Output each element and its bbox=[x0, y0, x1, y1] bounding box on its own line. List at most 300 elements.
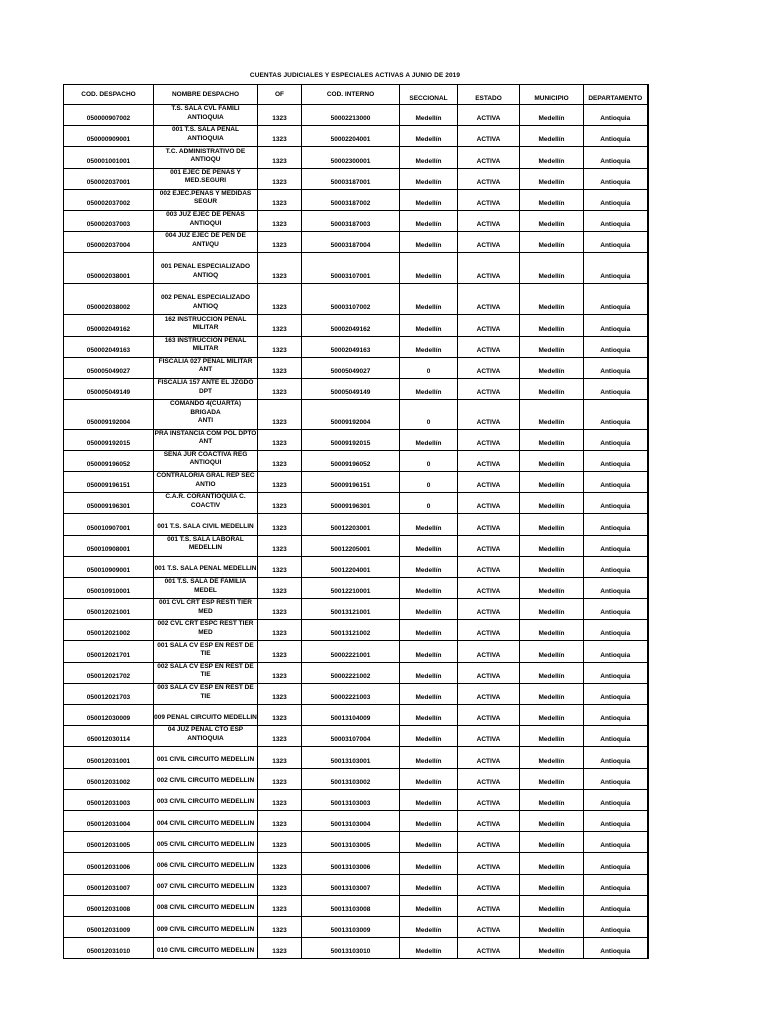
table-row bbox=[64, 429, 648, 450]
cell-cod-despacho bbox=[64, 378, 154, 399]
cell-estado bbox=[458, 126, 520, 147]
cell-municipio bbox=[520, 895, 584, 916]
cell-of bbox=[258, 556, 302, 577]
nombre-line: CONTRALORIA GRAL REP SEC bbox=[156, 472, 255, 480]
cell-nombre-despacho bbox=[154, 662, 258, 683]
cell-departamento bbox=[584, 810, 648, 831]
cell-of-text: 1323 bbox=[272, 778, 287, 786]
cell-municipio-text: Medellín bbox=[538, 389, 565, 397]
table-row bbox=[64, 620, 648, 641]
table-row bbox=[64, 535, 648, 556]
table-row bbox=[64, 662, 648, 683]
cell-cod-interno-text: 50012204001 bbox=[330, 566, 371, 574]
cell-cod-interno bbox=[302, 126, 400, 147]
cell-municipio-text: Medellín bbox=[538, 778, 565, 786]
cell-estado bbox=[458, 620, 520, 641]
cell-estado bbox=[458, 471, 520, 492]
table-row bbox=[64, 938, 648, 959]
cell-departamento-text: Antioquia bbox=[600, 821, 631, 829]
cell-estado bbox=[458, 874, 520, 895]
cell-cod-despacho bbox=[64, 683, 154, 704]
cell-estado bbox=[458, 768, 520, 789]
cell-cod-interno-text: 50013103003 bbox=[330, 799, 371, 807]
cell-municipio bbox=[520, 810, 584, 831]
nombre-line: 163 INSTRUCCION PENAL bbox=[164, 336, 247, 344]
nombre-line: ANTIOQUIA bbox=[187, 734, 224, 742]
cell-departamento-text: Antioquia bbox=[600, 221, 631, 229]
cell-nombre-despacho bbox=[154, 105, 258, 126]
nombre-line: ANTIOQU bbox=[190, 156, 221, 164]
cell-cod-interno bbox=[302, 535, 400, 556]
cell-cod-interno-text: 50009196301 bbox=[330, 503, 371, 511]
cell-municipio bbox=[520, 232, 584, 253]
cell-seccional-text: Medellín bbox=[415, 863, 442, 871]
table-row bbox=[64, 147, 648, 168]
nombre-line: ANTIOQUI bbox=[189, 219, 222, 227]
cell-cod-interno bbox=[302, 641, 400, 662]
cell-cod-despacho bbox=[64, 105, 154, 126]
cell-estado-text: ACTIVA bbox=[476, 242, 501, 250]
cell-nombre-despacho bbox=[154, 189, 258, 210]
nombre-line: 009 PENAL CIRCUITO MEDELLIN bbox=[154, 713, 257, 721]
cell-of bbox=[258, 126, 302, 147]
nombre-line: 002 PENAL ESPECIALIZADO bbox=[160, 294, 251, 302]
cell-cod-despacho-text: 050012021001 bbox=[86, 609, 131, 617]
cell-seccional-text: 0 bbox=[426, 503, 431, 511]
cell-seccional-text: Medellín bbox=[415, 566, 442, 574]
cell-of-text: 1323 bbox=[272, 503, 287, 511]
cell-nombre-despacho bbox=[154, 126, 258, 147]
cell-seccional-text: Medellín bbox=[415, 715, 442, 723]
cell-cod-despacho-text: 050009196301 bbox=[86, 503, 131, 511]
cell-departamento-text: Antioquia bbox=[600, 884, 631, 892]
cell-departamento-text: Antioquia bbox=[600, 630, 631, 638]
cell-departamento bbox=[584, 768, 648, 789]
cell-estado bbox=[458, 832, 520, 853]
nombre-line: SEGUR bbox=[193, 198, 218, 206]
cell-estado-text: ACTIVA bbox=[476, 694, 501, 701]
cell-cod-despacho bbox=[64, 253, 154, 284]
cell-estado-text: ACTIVA bbox=[476, 115, 501, 123]
cell-departamento-text: Antioquia bbox=[600, 503, 631, 511]
cell-of bbox=[258, 168, 302, 189]
table-row bbox=[64, 253, 648, 284]
cell-departamento bbox=[584, 620, 648, 641]
cell-cod-interno bbox=[302, 378, 400, 399]
cell-of bbox=[258, 147, 302, 168]
nombre-line: ANT bbox=[198, 366, 213, 374]
cell-cod-interno-text: 50003107004 bbox=[330, 736, 371, 744]
cell-seccional-text: Medellín bbox=[415, 439, 442, 447]
cell-seccional-text: Medellín bbox=[415, 630, 442, 638]
cell-estado bbox=[458, 284, 520, 315]
cell-cod-interno-text: 50013103001 bbox=[330, 757, 371, 765]
cell-cod-interno bbox=[302, 189, 400, 210]
cell-seccional-text: 0 bbox=[426, 367, 431, 375]
cell-estado-text: ACTIVA bbox=[476, 304, 501, 312]
cell-municipio bbox=[520, 620, 584, 641]
cell-cod-despacho-text: 050012031006 bbox=[86, 863, 131, 871]
cell-municipio bbox=[520, 662, 584, 683]
cell-nombre-despacho bbox=[154, 232, 258, 253]
cell-municipio-text: Medellín bbox=[538, 948, 565, 956]
cell-municipio-text: Medellín bbox=[538, 715, 565, 723]
nombre-line: MED.SEGURI bbox=[184, 177, 227, 185]
cell-cod-despacho-text: 050000909001 bbox=[86, 136, 131, 144]
cell-of-text: 1323 bbox=[272, 273, 287, 281]
cell-cod-interno-text: 50012210001 bbox=[330, 588, 371, 596]
cell-of-text: 1323 bbox=[272, 884, 287, 892]
cell-municipio bbox=[520, 126, 584, 147]
nombre-line: 001 CIVIL CIRCUITO MEDELLIN bbox=[156, 756, 255, 764]
cell-cod-interno bbox=[302, 493, 400, 514]
cell-of-text: 1323 bbox=[272, 460, 287, 468]
nombre-line: 002 EJEC.PENAS Y MEDIDAS bbox=[159, 189, 252, 197]
cell-of bbox=[258, 599, 302, 620]
cell-estado bbox=[458, 147, 520, 168]
cell-of bbox=[258, 471, 302, 492]
nombre-line: 001 T.S. SALA PENAL bbox=[172, 126, 239, 134]
cell-cod-interno-text: 50013103004 bbox=[330, 821, 371, 829]
cell-departamento-text: Antioquia bbox=[600, 588, 631, 596]
cell-cod-despacho bbox=[64, 726, 154, 747]
cell-cod-interno bbox=[302, 832, 400, 853]
nombre-line: MEDELLIN bbox=[188, 544, 223, 552]
nombre-line: MILITAR bbox=[192, 324, 219, 331]
cell-estado bbox=[458, 662, 520, 683]
cell-estado bbox=[458, 726, 520, 747]
cell-departamento bbox=[584, 938, 648, 959]
cell-seccional-text: Medellín bbox=[415, 757, 442, 765]
cell-of-text: 1323 bbox=[272, 588, 287, 596]
cell-of-text: 1323 bbox=[272, 927, 287, 935]
cell-of-text: 1323 bbox=[272, 346, 287, 354]
cell-municipio-text: Medellín bbox=[538, 821, 565, 829]
cell-cod-despacho bbox=[64, 429, 154, 450]
cell-of bbox=[258, 535, 302, 556]
cell-cod-despacho-text: 050012031009 bbox=[86, 927, 131, 935]
cell-municipio-text: Medellín bbox=[538, 273, 565, 281]
cell-cod-despacho-text: 050012031005 bbox=[86, 842, 131, 850]
cell-departamento-text: Antioquia bbox=[600, 545, 631, 553]
cell-seccional bbox=[400, 768, 458, 789]
cell-nombre-despacho bbox=[154, 726, 258, 747]
cell-cod-despacho-text: 050002038001 bbox=[86, 273, 131, 281]
cell-of-text: 1323 bbox=[272, 439, 287, 447]
cell-nombre-despacho bbox=[154, 493, 258, 514]
cell-cod-despacho bbox=[64, 768, 154, 789]
cell-municipio bbox=[520, 683, 584, 704]
cell-municipio bbox=[520, 284, 584, 315]
cell-departamento bbox=[584, 683, 648, 704]
cell-of bbox=[258, 620, 302, 641]
nombre-line: DPT bbox=[199, 387, 212, 395]
cell-of-text: 1323 bbox=[272, 221, 287, 229]
cell-seccional-text: 0 bbox=[426, 460, 431, 468]
cell-cod-despacho-text: 050010907001 bbox=[86, 524, 131, 532]
cell-of bbox=[258, 789, 302, 810]
cell-seccional bbox=[400, 556, 458, 577]
cell-of-text: 1323 bbox=[272, 367, 287, 375]
cell-departamento bbox=[584, 336, 648, 357]
cell-estado-text: ACTIVA bbox=[476, 842, 501, 850]
cell-of bbox=[258, 874, 302, 895]
cell-of bbox=[258, 336, 302, 357]
cell-municipio bbox=[520, 726, 584, 747]
cell-cod-interno-text: 50003187004 bbox=[330, 242, 371, 250]
cell-estado bbox=[458, 641, 520, 662]
cell-municipio bbox=[520, 916, 584, 937]
cell-departamento bbox=[584, 832, 648, 853]
nombre-line: FISCALIA 027 PENAL MILITAR bbox=[158, 357, 253, 365]
cell-seccional bbox=[400, 493, 458, 514]
cell-cod-despacho-text: 050009196052 bbox=[86, 460, 131, 468]
cell-seccional-text: Medellín bbox=[415, 651, 442, 659]
cell-seccional-text: Medellín bbox=[415, 799, 442, 807]
cell-departamento bbox=[584, 726, 648, 747]
cell-seccional bbox=[400, 726, 458, 747]
cell-departamento-text: Antioquia bbox=[600, 157, 631, 165]
cell-of-text: 1323 bbox=[272, 325, 287, 333]
cell-seccional bbox=[400, 336, 458, 357]
cell-cod-interno-text: 50009196052 bbox=[330, 460, 371, 468]
cell-cod-despacho-text: 050012031008 bbox=[86, 905, 131, 913]
cell-estado bbox=[458, 189, 520, 210]
cell-cod-despacho bbox=[64, 493, 154, 514]
cell-departamento bbox=[584, 853, 648, 874]
cell-departamento bbox=[584, 105, 648, 126]
cell-seccional-text: Medellín bbox=[415, 242, 442, 250]
cell-nombre-despacho bbox=[154, 357, 258, 378]
cell-departamento-text: Antioquia bbox=[600, 757, 631, 765]
cell-departamento-text: Antioquia bbox=[600, 482, 631, 490]
cell-seccional bbox=[400, 315, 458, 336]
table-header-row bbox=[64, 85, 648, 105]
cell-municipio-text: Medellín bbox=[538, 863, 565, 871]
cell-nombre-despacho bbox=[154, 429, 258, 450]
cell-cod-interno bbox=[302, 705, 400, 726]
cell-municipio-text: Medellín bbox=[538, 905, 565, 913]
cell-seccional-text: Medellín bbox=[415, 304, 442, 312]
cell-cod-interno bbox=[302, 147, 400, 168]
cell-seccional-text: Medellín bbox=[415, 884, 442, 892]
cell-cod-despacho-text: 050012031010 bbox=[86, 948, 131, 956]
cell-municipio-text: Medellín bbox=[538, 927, 565, 935]
cell-seccional bbox=[400, 429, 458, 450]
cell-departamento-text: Antioquia bbox=[600, 178, 631, 186]
cell-seccional bbox=[400, 105, 458, 126]
cell-seccional bbox=[400, 874, 458, 895]
table-row bbox=[64, 768, 648, 789]
nombre-line: ANTIOQ bbox=[192, 302, 219, 310]
cell-departamento-text: Antioquia bbox=[600, 115, 631, 123]
cell-nombre-despacho bbox=[154, 535, 258, 556]
cell-estado-text: ACTIVA bbox=[476, 325, 501, 333]
cell-estado-text: ACTIVA bbox=[476, 948, 501, 956]
cell-departamento bbox=[584, 662, 648, 683]
cell-municipio bbox=[520, 105, 584, 126]
cell-cod-despacho bbox=[64, 810, 154, 831]
cell-departamento bbox=[584, 400, 648, 430]
cell-municipio bbox=[520, 253, 584, 284]
cell-departamento bbox=[584, 895, 648, 916]
cell-estado bbox=[458, 514, 520, 535]
cell-seccional bbox=[400, 450, 458, 471]
cell-seccional-text: Medellín bbox=[415, 273, 442, 281]
cell-seccional bbox=[400, 400, 458, 430]
cell-cod-interno bbox=[302, 620, 400, 641]
cell-of bbox=[258, 938, 302, 959]
cell-of bbox=[258, 810, 302, 831]
cell-cod-interno bbox=[302, 450, 400, 471]
cell-cod-despacho-text: 050002037001 bbox=[86, 178, 131, 186]
cell-municipio-text: Medellín bbox=[538, 367, 565, 375]
cell-of-text: 1323 bbox=[272, 389, 287, 397]
cell-estado bbox=[458, 916, 520, 937]
cell-of-text: 1323 bbox=[272, 199, 287, 207]
cell-seccional-text: Medellín bbox=[415, 545, 442, 553]
cell-municipio bbox=[520, 599, 584, 620]
cell-estado bbox=[458, 378, 520, 399]
cell-departamento bbox=[584, 599, 648, 620]
table-row bbox=[64, 853, 648, 874]
col-header-municipio: MUNICIPIO bbox=[520, 85, 584, 105]
cell-departamento bbox=[584, 450, 648, 471]
cell-estado-text: ACTIVA bbox=[476, 799, 501, 807]
cell-cod-interno bbox=[302, 789, 400, 810]
cell-municipio-text: Medellín bbox=[538, 799, 565, 807]
cell-cod-interno bbox=[302, 471, 400, 492]
cell-municipio bbox=[520, 832, 584, 853]
cell-nombre-despacho bbox=[154, 641, 258, 662]
cell-cod-interno bbox=[302, 938, 400, 959]
cell-estado-text: ACTIVA bbox=[476, 566, 501, 574]
cell-estado-text: ACTIVA bbox=[476, 199, 501, 207]
cell-municipio bbox=[520, 400, 584, 430]
cell-seccional-text: 0 bbox=[426, 482, 431, 490]
cell-departamento-text: Antioquia bbox=[600, 304, 631, 312]
cell-departamento-text: Antioquia bbox=[600, 367, 631, 375]
cell-cod-despacho bbox=[64, 916, 154, 937]
cell-cod-despacho-text: 050000907002 bbox=[86, 115, 131, 123]
cell-cod-despacho bbox=[64, 232, 154, 253]
cell-nombre-despacho bbox=[154, 916, 258, 937]
cell-cod-interno-text: 50002221002 bbox=[330, 672, 371, 680]
cell-seccional-text: Medellín bbox=[415, 948, 442, 956]
cell-seccional-text: Medellín bbox=[415, 609, 442, 617]
cell-cod-despacho bbox=[64, 599, 154, 620]
cell-cod-interno bbox=[302, 683, 400, 704]
cell-nombre-despacho bbox=[154, 768, 258, 789]
cell-estado bbox=[458, 400, 520, 430]
cell-of bbox=[258, 210, 302, 231]
cell-nombre-despacho bbox=[154, 253, 258, 284]
cell-municipio-text: Medellín bbox=[538, 136, 565, 144]
nombre-line: 003 CIVIL CIRCUITO MEDELLIN bbox=[156, 798, 255, 806]
cell-municipio bbox=[520, 378, 584, 399]
table-row bbox=[64, 705, 648, 726]
cell-cod-despacho bbox=[64, 471, 154, 492]
cell-nombre-despacho bbox=[154, 895, 258, 916]
cell-nombre-despacho bbox=[154, 832, 258, 853]
cell-departamento-text: Antioquia bbox=[600, 524, 631, 532]
cell-cod-interno-text: 50012203001 bbox=[330, 524, 371, 532]
nombre-line: ANT bbox=[198, 438, 213, 446]
cell-cod-despacho-text: 050012031002 bbox=[86, 778, 131, 786]
cell-cod-despacho bbox=[64, 577, 154, 598]
cell-departamento bbox=[584, 535, 648, 556]
nombre-line: ANTIOQUIA bbox=[187, 113, 224, 121]
cell-municipio-text: Medellín bbox=[538, 566, 565, 574]
cell-municipio bbox=[520, 168, 584, 189]
nombre-line: ANTI bbox=[197, 417, 214, 425]
cell-cod-despacho bbox=[64, 189, 154, 210]
cell-departamento bbox=[584, 493, 648, 514]
cell-municipio-text: Medellín bbox=[538, 545, 565, 553]
cell-cod-despacho bbox=[64, 853, 154, 874]
cell-cod-despacho-text: 050012031003 bbox=[86, 799, 131, 807]
col-header-cod-interno: COD. INTERNO bbox=[302, 85, 400, 105]
cell-departamento-text: Antioquia bbox=[600, 905, 631, 913]
cell-estado bbox=[458, 895, 520, 916]
cell-cod-interno bbox=[302, 284, 400, 315]
cell-estado bbox=[458, 683, 520, 704]
cell-cod-interno bbox=[302, 874, 400, 895]
cell-seccional bbox=[400, 705, 458, 726]
cell-estado-text: ACTIVA bbox=[476, 524, 501, 532]
cell-cod-despacho-text: 050005049149 bbox=[86, 389, 131, 397]
table-row bbox=[64, 315, 648, 336]
cell-cod-interno-text: 50013121001 bbox=[330, 609, 371, 617]
nombre-line: T.S. SALA CVL FAMILI bbox=[171, 105, 240, 113]
table-row bbox=[64, 874, 648, 895]
table-row bbox=[64, 599, 648, 620]
cell-seccional-text: Medellín bbox=[415, 842, 442, 850]
cell-cod-despacho-text: 050012021703 bbox=[86, 694, 131, 701]
cell-cod-despacho-text: 050005049027 bbox=[86, 367, 131, 375]
nombre-line: 001 SALA CV ESP EN REST DE TIE bbox=[157, 641, 254, 658]
cell-municipio-text: Medellín bbox=[538, 651, 565, 659]
cell-cod-interno-text: 50005049149 bbox=[330, 389, 371, 397]
cell-municipio bbox=[520, 514, 584, 535]
cell-nombre-despacho bbox=[154, 514, 258, 535]
cell-of bbox=[258, 662, 302, 683]
cell-cod-interno-text: 50013103007 bbox=[330, 884, 371, 892]
cell-of-text: 1323 bbox=[272, 736, 287, 744]
cell-departamento-text: Antioquia bbox=[600, 389, 631, 397]
cell-cod-interno bbox=[302, 429, 400, 450]
cell-of bbox=[258, 705, 302, 726]
cell-estado-text: ACTIVA bbox=[476, 367, 501, 375]
cell-municipio-text: Medellín bbox=[538, 304, 565, 312]
cell-of-text: 1323 bbox=[272, 524, 287, 532]
nombre-line: 010 CIVIL CIRCUITO MEDELLIN bbox=[156, 946, 255, 954]
cell-cod-despacho-text: 050012021701 bbox=[86, 651, 131, 659]
nombre-line: 162 INSTRUCCION PENAL bbox=[164, 315, 247, 323]
cell-of bbox=[258, 493, 302, 514]
cell-nombre-despacho bbox=[154, 853, 258, 874]
cell-cod-despacho-text: 050012030009 bbox=[86, 715, 131, 723]
cell-estado bbox=[458, 232, 520, 253]
cell-cod-despacho-text: 050002049163 bbox=[86, 346, 131, 354]
cell-nombre-despacho bbox=[154, 747, 258, 768]
cell-departamento-text: Antioquia bbox=[600, 609, 631, 617]
nombre-line: COACTIV bbox=[190, 501, 221, 509]
cell-seccional-text: 0 bbox=[426, 418, 431, 426]
cell-departamento bbox=[584, 189, 648, 210]
nombre-line: FISCALIA 157 ANTE EL JZGDO bbox=[157, 379, 254, 387]
cell-departamento-text: Antioquia bbox=[600, 736, 631, 744]
